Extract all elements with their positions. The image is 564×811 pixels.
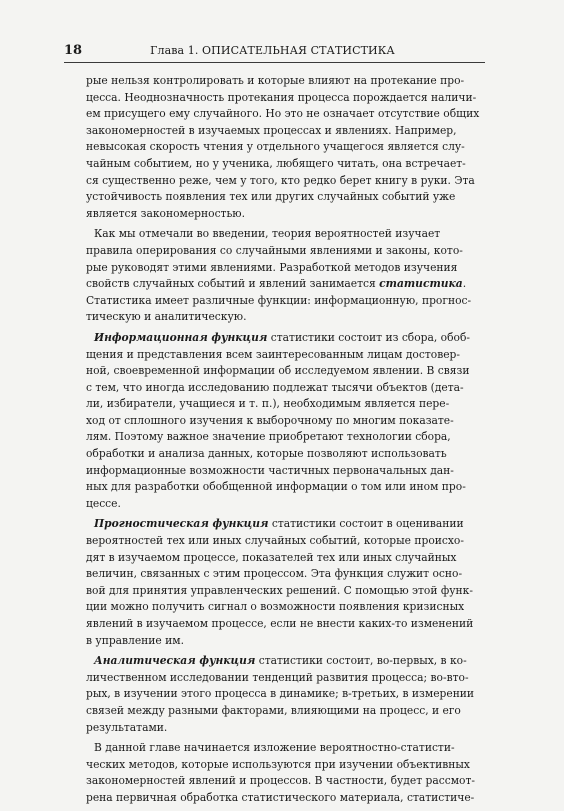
page-number: 18	[64, 43, 83, 58]
paragraph	[86, 516, 486, 649]
text-line	[86, 380, 486, 397]
text-line	[86, 633, 486, 650]
text-run: свойств случайных событий и явлений занимается	[86, 277, 380, 291]
text-line	[86, 396, 486, 413]
text-line	[86, 139, 486, 156]
text-line	[86, 757, 486, 774]
text-line	[86, 189, 486, 206]
emphasized-term: Информационная функция	[94, 330, 268, 344]
paragraph	[86, 740, 486, 806]
text-line	[86, 720, 486, 737]
emphasized-term: Аналитическая функция	[94, 654, 256, 668]
emphasized-term: статистика	[379, 277, 463, 291]
text-line	[86, 533, 486, 550]
text-run: закономерностей в изучаемых процессах и явлениях. Например,	[86, 123, 457, 137]
text-line	[86, 463, 486, 480]
text-run: ной, своевременной информации об исследуемом явлении. В связи	[86, 364, 470, 378]
text-line	[86, 173, 486, 190]
text-run: личественном исследовании тенденций развития процесса; во-вто-	[86, 670, 469, 684]
emphasized-term: Прогностическая функция	[94, 517, 269, 531]
text-line	[86, 429, 486, 446]
text-run: Статистика имеет различные функции: информационную, прогнос-	[86, 293, 472, 307]
text-run: .	[462, 277, 467, 291]
text-run: ции можно получить сигнал о возможности появления кризисных	[86, 600, 465, 614]
text-line	[86, 479, 486, 496]
text-line	[86, 90, 486, 107]
text-run: с тем, что иногда исследованию подлежат тысячи объектов (дета-	[86, 380, 464, 394]
text-run: в управление им.	[86, 633, 184, 647]
text-run: ход от сплошного изучения к выборочному по многим показате-	[86, 413, 454, 427]
text-run: ли, избиратели, учащиеся и т. п.), необходимым является пере-	[86, 397, 450, 411]
text-run: явлений в изучаемом процессе, если не внести каких-то изменений	[86, 617, 474, 630]
text-line	[86, 330, 486, 347]
text-run: щения и представления всем заинтересованным лицам достовер-	[86, 347, 460, 361]
text-line	[86, 309, 486, 326]
text-run: правила оперирования со случайными явлениями и законы, кото-	[86, 243, 463, 257]
text-run: В данной главе начинается изложение вероятностно-статисти-	[94, 741, 455, 755]
text-run: рена первичная обработка статистического материала, статистиче-	[86, 790, 475, 804]
text-line	[86, 156, 486, 173]
text-line	[86, 243, 486, 260]
text-run: цессе.	[86, 496, 121, 510]
text-line	[86, 516, 486, 533]
text-line	[86, 73, 486, 90]
text-run: результатами.	[86, 720, 168, 734]
text-run: статистики состоит, во-первых, в ко-	[255, 654, 467, 668]
text-line	[86, 740, 486, 757]
text-run: информационные возможности частичных первоначальных дан-	[86, 463, 454, 477]
text-run: ся существенно реже, чем у того, кто редко берет книгу в руки. Эта	[86, 173, 475, 187]
text-run: закономерностей явлений и процессов. В частности, будет рассмот-	[86, 774, 475, 788]
text-run: ческих методов, которые используются при изучении объективных	[86, 757, 470, 771]
text-run: связей между разными факторами, влияющими на процесс, и его	[86, 703, 461, 717]
text-line	[86, 496, 486, 513]
paragraph	[86, 226, 486, 326]
text-run: устойчивость появления тех или других случайных событий уже	[86, 190, 456, 204]
text-run: является закономерностью.	[86, 206, 245, 220]
text-line	[86, 347, 486, 364]
text-run: Как мы отмечали во введении, теория вероятностей изучает	[94, 227, 441, 241]
text-line	[86, 790, 486, 807]
text-line	[86, 413, 486, 430]
paragraph	[86, 330, 486, 513]
text-line	[86, 106, 486, 123]
text-line	[86, 670, 486, 687]
text-run: дят в изучаемом процессе, показателей тех или иных случайных	[86, 550, 457, 564]
text-run: величин, связанных с этим процессом. Эта функция служит осно-	[86, 567, 463, 581]
text-run: рые нельзя контролировать и которые влияют на протекание про-	[86, 74, 465, 87]
paragraph	[86, 73, 486, 222]
text-run: ем присущего ему случайного. Но это не означает отсутствие общих	[86, 107, 480, 121]
text-line	[86, 206, 486, 223]
text-line	[86, 123, 486, 140]
text-line	[86, 599, 486, 616]
header-rule	[64, 62, 485, 63]
text-line	[86, 363, 486, 380]
text-run: тическую и аналитическую.	[86, 310, 247, 324]
text-run: статистики состоит из сбора, обоб-	[267, 330, 471, 344]
chapter-title: Глава 1. ОПИСАТЕЛЬНАЯ СТАТИСТИКА	[150, 44, 395, 57]
text-line	[86, 653, 486, 670]
text-line	[86, 446, 486, 463]
text-run: невысокая скорость чтения у отдельного учащегося является слу-	[86, 140, 465, 154]
text-line	[86, 276, 486, 293]
text-line	[86, 703, 486, 720]
text-run: вой для принятия управленческих решений. С помощью этой функ-	[86, 583, 473, 597]
text-line	[86, 616, 486, 633]
text-run: лям. Поэтому важное значение приобретают технологии сбора,	[86, 430, 451, 444]
running-header	[64, 43, 484, 58]
text-line	[86, 583, 486, 600]
text-run: вероятностей тех или иных случайных событий, которые происхо-	[86, 534, 464, 548]
text-line	[86, 550, 486, 567]
paragraph	[86, 653, 486, 736]
body-text	[86, 73, 486, 811]
text-run: чайным событием, но у ученика, любящего читать, она встречает-	[86, 156, 466, 170]
text-line	[86, 260, 486, 277]
text-line	[86, 293, 486, 310]
text-line	[86, 566, 486, 583]
text-line	[86, 226, 486, 243]
text-run: цесса. Неоднозначность протекания процесса порождается наличи-	[86, 90, 477, 104]
text-run: рые руководят этими явлениями. Разработкой методов изучения	[86, 260, 458, 274]
text-line	[86, 686, 486, 703]
text-line	[86, 773, 486, 790]
text-run: рых, в изучении этого процесса в динамике; в-третьих, в измерении	[86, 687, 475, 701]
text-run: обработки и анализа данных, которые позволяют использовать	[86, 447, 447, 461]
text-run: статистики состоит в оценивании	[268, 517, 464, 531]
text-run: ных для разработки обобщенной информации о том или ином про-	[86, 480, 466, 494]
